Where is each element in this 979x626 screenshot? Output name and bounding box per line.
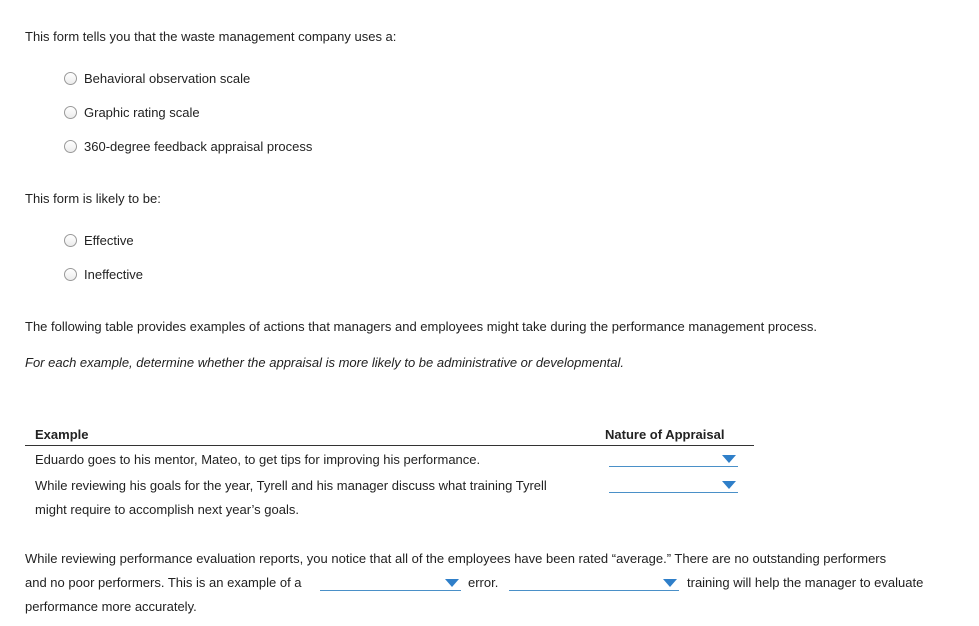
radio-button-icon[interactable] xyxy=(64,140,77,153)
radio-button-icon[interactable] xyxy=(64,268,77,281)
chevron-down-icon[interactable] xyxy=(722,455,736,463)
table-header-divider xyxy=(25,445,754,446)
question-1-prompt: This form tells you that the waste management company uses a: xyxy=(25,29,397,44)
training-type-dropdown[interactable] xyxy=(509,575,679,591)
option-label: Behavioral observation scale xyxy=(84,70,251,86)
radio-option-graphic[interactable] xyxy=(64,103,200,121)
radio-button-icon[interactable] xyxy=(64,106,77,119)
nature-dropdown-row-1[interactable] xyxy=(609,451,738,467)
option-label: Ineffective xyxy=(84,266,144,282)
radio-option-ineffective[interactable] xyxy=(64,265,143,283)
table-instruction: For each example, determine whether the appraisal is more likely to be administrative or developmental. xyxy=(25,355,625,370)
table-header-nature: Nature of Appraisal xyxy=(605,427,725,442)
chevron-down-icon[interactable] xyxy=(445,579,459,587)
option-label: Effective xyxy=(84,232,134,248)
table-row-1-example: Eduardo goes to his mentor, Mateo, to get tips for improving his performance. xyxy=(35,452,481,467)
final-paragraph-text-c: training will help the manager to evaluate xyxy=(687,575,924,590)
radio-button-icon[interactable] xyxy=(64,72,77,85)
error-type-dropdown[interactable] xyxy=(320,575,461,591)
option-label: 360-degree feedback appraisal process xyxy=(84,138,313,154)
table-intro: The following table provides examples of actions that managers and employees might take during the performance management process. xyxy=(25,319,817,334)
chevron-down-icon[interactable] xyxy=(663,579,677,587)
chevron-down-icon[interactable] xyxy=(722,481,736,489)
question-2-prompt: This form is likely to be: xyxy=(25,191,161,206)
table-header-example: Example xyxy=(35,427,89,442)
final-paragraph-line-3: performance more accurately. xyxy=(25,599,197,614)
final-paragraph-line-2 xyxy=(25,575,302,590)
radio-option-360[interactable] xyxy=(64,137,312,155)
final-paragraph-text-b: error. xyxy=(468,575,499,590)
table-row-2-example-line1: While reviewing his goals for the year, Tyrell and his manager discuss what training Tyrell xyxy=(35,478,547,493)
radio-button-icon[interactable] xyxy=(64,234,77,247)
final-paragraph-text-a: and no poor performers. This is an example of a xyxy=(25,575,302,590)
radio-option-effective[interactable] xyxy=(64,231,134,249)
final-paragraph-line-1: While reviewing performance evaluation reports, you notice that all of the employees have been rated “average.” There are no outstanding performers xyxy=(25,551,887,566)
nature-dropdown-row-2[interactable] xyxy=(609,477,738,493)
radio-option-behavioral[interactable] xyxy=(64,69,250,87)
table-row-2-example-line2: might require to accomplish next year’s goals. xyxy=(35,502,299,517)
option-label: Graphic rating scale xyxy=(84,104,200,120)
